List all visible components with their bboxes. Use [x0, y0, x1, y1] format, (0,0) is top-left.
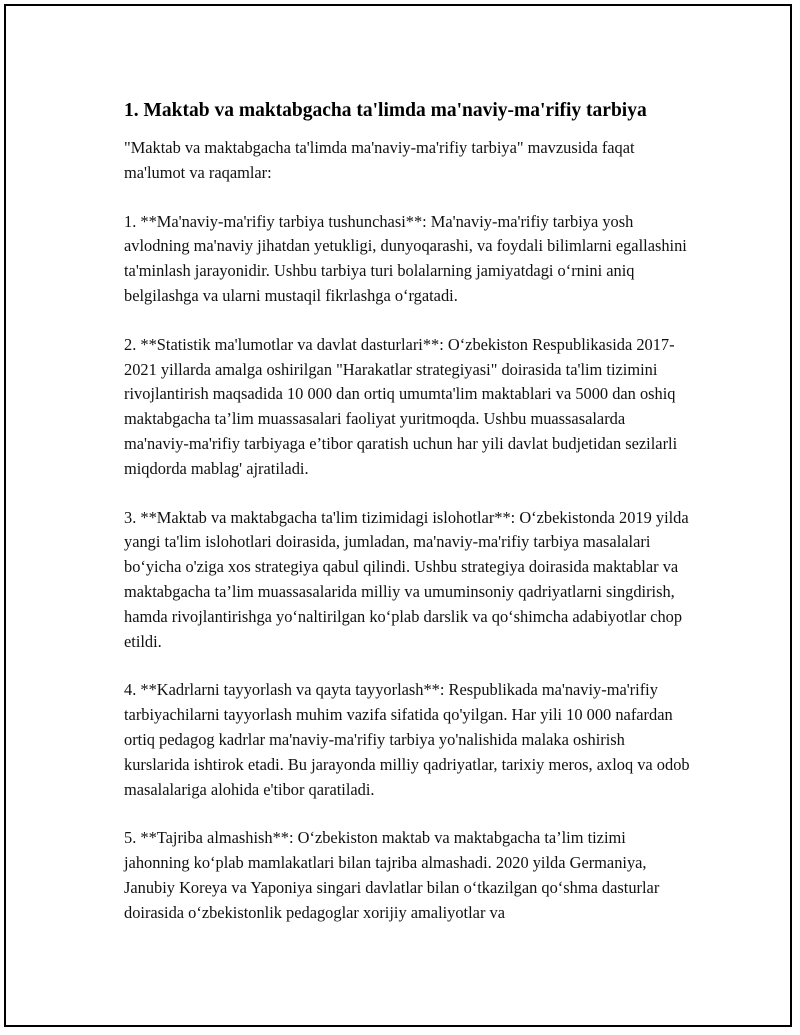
document-body	[124, 98, 694, 950]
paragraph-1: 1. **Ma'naviy-ma'rifiy tarbiya tushunchasi**: Ma'naviy-ma'rifiy tarbiya yosh avlodning ma'naviy jihatdan yetukligi, dunyoqarashi, va foydali bilimlarni egallashini ta'minlash jarayonidir. Ushbu tarbiya turi bolalarning jamiyatdagi o‘rnini aniq belgilashga va ularni mustaqil fikrlashga o‘rgatadi.	[124, 211, 687, 305]
page-border	[4, 4, 792, 1027]
paragraph-2: 2. **Statistik ma'lumotlar va davlat dasturlari**: O‘zbekiston Respublikasida 2017-2021 yillarda amalga oshirilgan "Harakatlar strategiyasi" doirasida ta'lim tizimini rivojlantirish maqsadida 10 000 dan ortiq umumta'lim maktablari va 5000 dan oshiq maktabgacha ta’lim muassasalari faoliyat yuritmoqda. Ushbu muassasalarda ma'naviy-ma'rifiy tarbiyaga e’tibor qaratish uchun har yili davlat budjetidan sezilarli miqdorda mablag' ajratiladi.	[124, 334, 678, 478]
paragraph-3: 3. **Maktab va maktabgacha ta'lim tizimidagi islohotlar**: O‘zbekistonda 2019 yilda yangi ta'lim islohotlari doirasida, jumladan, ma'naviy-ma'rifiy tarbiya masalalari bo‘yicha o'ziga xos strategiya qabul qilindi. Ushbu strategiya doirasida maktablar va maktabgacha ta’lim muassasalarida milliy va umuminsoniy qadriyatlarni singdirish, hamda rivojlantirishga yo‘naltirilgan ko‘plab darslik va qo‘shimcha adabiyotlar chop etildi.	[124, 507, 689, 651]
paragraph-4: 4. **Kadrlarni tayyorlash va qayta tayyorlash**: Respublikada ma'naviy-ma'rifiy tarbiyachilarni tayyorlash muhim vazifa sifatida qo'yilgan. Har yili 10 000 nafardan ortiq pedagog kadrlar ma'naviy-ma'rifiy tarbiya yo'nalishida malaka oshirish kurslarida ishtirok etadi. Bu jarayonda milliy qadriyatlar, tarixiy meros, axloq va odob masalalariga alohida e'tibor qaratiladi.	[124, 680, 690, 799]
paragraph-5: 5. **Tajriba almashish**: O‘zbekiston maktab va maktabgacha ta’lim tizimi jahonning ko‘plab mamlakatlari bilan tajriba almashadi. 2020 yilda Germaniya, Janubiy Koreya va Yaponiya singari davlatlar bilan o‘tkazilgan qo‘shma dasturlar doirasida o‘zbekistonlik pedagoglar xorijiy amaliyotlar va	[124, 828, 660, 922]
document-title: 1. Maktab va maktabgacha ta'limda ma'naviy-ma'rifiy tarbiya	[124, 100, 647, 121]
intro-paragraph: "Maktab va maktabgacha ta'limda ma'naviy-ma'rifiy tarbiya" mavzusida faqat ma'lumot va raqamlar:	[124, 138, 635, 182]
